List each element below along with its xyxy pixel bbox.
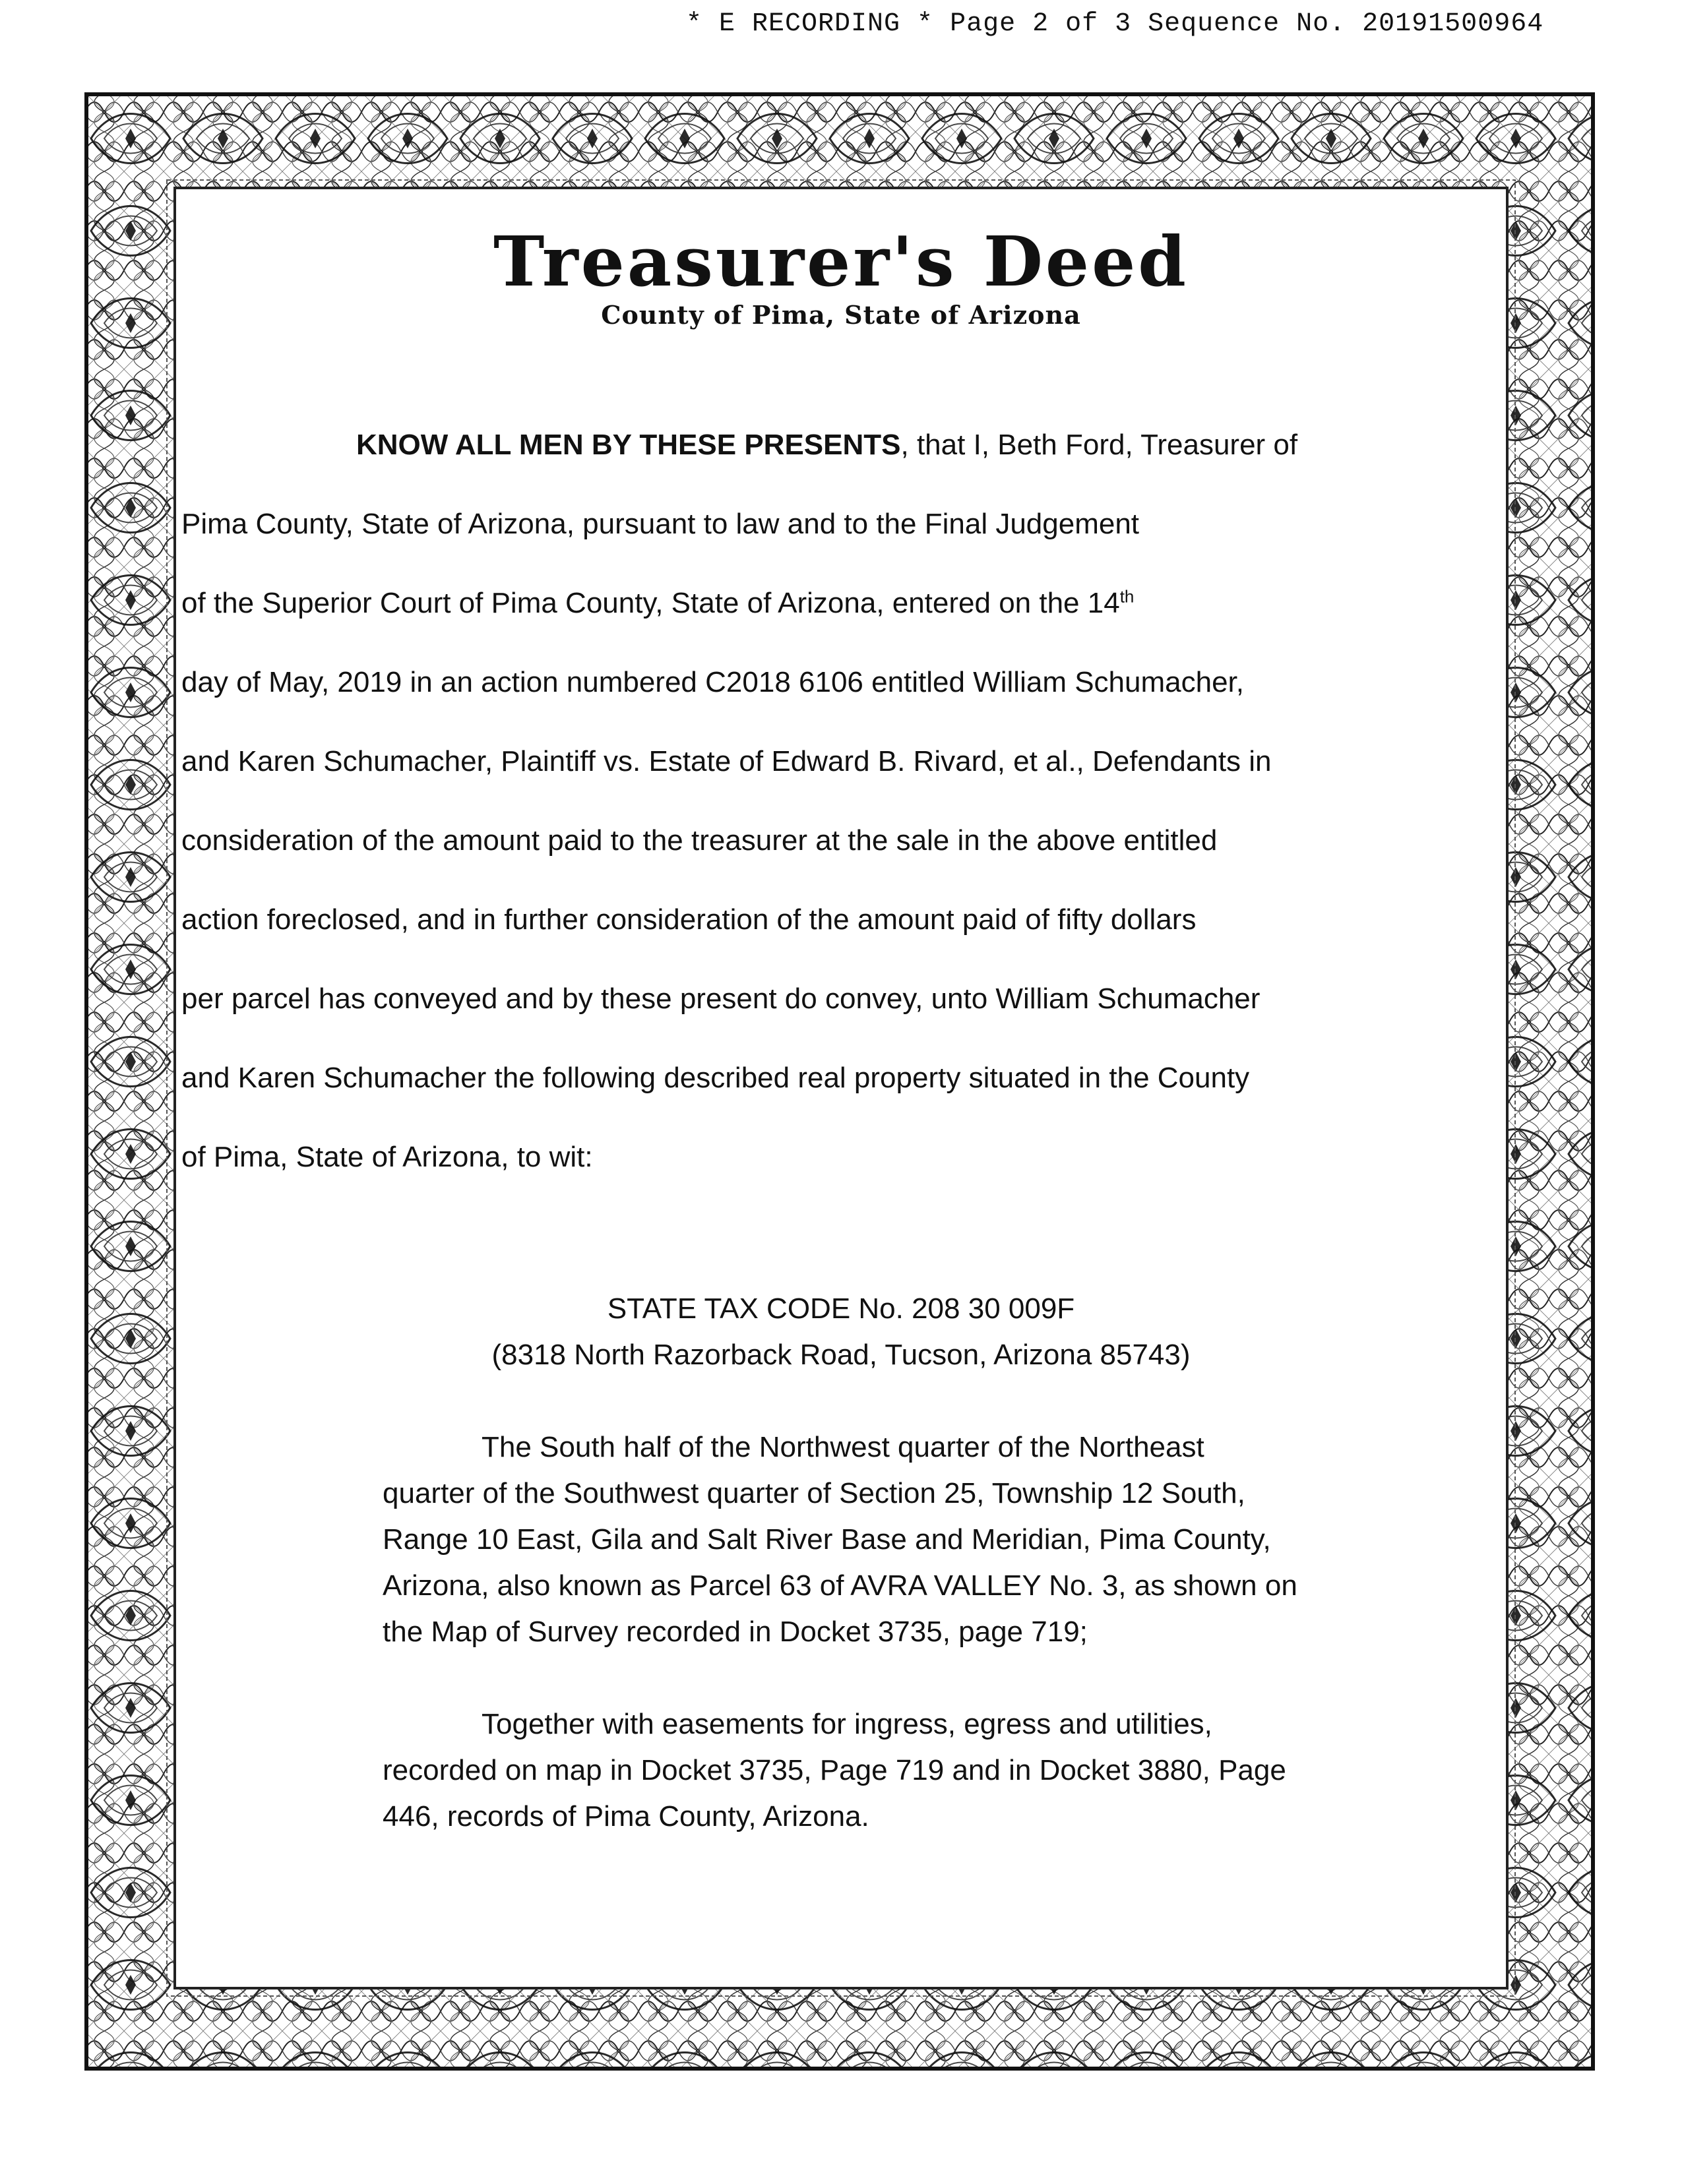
tax-code: STATE TAX CODE No. 208 30 009F bbox=[607, 1292, 1075, 1325]
recital-line: day of May, 2019 in an action numbered C2018 6106 entitled William Schumacher, bbox=[181, 666, 1245, 698]
recital-line bbox=[356, 429, 1297, 462]
recording-header: * E RECORDING * Page 2 of 3 Sequence No. 20191500964 bbox=[686, 9, 1544, 39]
legal-description-line: quarter of the Southwest quarter of Section 25, Township 12 South, bbox=[383, 1477, 1245, 1509]
recital-line bbox=[181, 587, 1134, 620]
easements-line: Together with easements for ingress, egress and utilities, bbox=[482, 1708, 1212, 1740]
deed-title: Treasurer's Deed bbox=[493, 221, 1189, 302]
legal-description-line: The South half of the Northwest quarter of the Northeast bbox=[482, 1431, 1204, 1463]
recital-line-3-text: of the Superior Court of Pima County, State of Arizona, entered on the 14 bbox=[181, 587, 1120, 619]
recital-line: consideration of the amount paid to the treasurer at the sale in the above entitled bbox=[181, 824, 1218, 857]
recital-line: per parcel has conveyed and by these present do convey, unto William Schumacher bbox=[181, 983, 1261, 1015]
legal-description-line: the Map of Survey recorded in Docket 3735, page 719; bbox=[383, 1616, 1088, 1648]
property-address: (8318 North Razorback Road, Tucson, Arizona 85743) bbox=[491, 1339, 1191, 1371]
legal-description-line: Arizona, also known as Parcel 63 of AVRA VALLEY No. 3, as shown on bbox=[383, 1569, 1297, 1602]
ordinal-suffix: th bbox=[1119, 586, 1135, 607]
recital-lead: KNOW ALL MEN BY THESE PRESENTS bbox=[356, 429, 901, 461]
recital-line-1-rest: , that I, Beth Ford, Treasurer of bbox=[900, 429, 1298, 461]
easements-line: recorded on map in Docket 3735, Page 719 and in Docket 3880, Page bbox=[383, 1754, 1286, 1786]
recital-line: Pima County, State of Arizona, pursuant to law and to the Final Judgement bbox=[181, 508, 1140, 540]
recital-line: action foreclosed, and in further consideration of the amount paid of fifty dollars bbox=[181, 903, 1197, 936]
legal-description-line: Range 10 East, Gila and Salt River Base and Meridian, Pima County, bbox=[383, 1523, 1271, 1556]
recital-line: and Karen Schumacher, Plaintiff vs. Estate of Edward B. Rivard, et al., Defendants in bbox=[181, 745, 1272, 777]
recital-line: of Pima, State of Arizona, to wit: bbox=[181, 1141, 593, 1173]
easements-line: 446, records of Pima County, Arizona. bbox=[383, 1800, 869, 1833]
deed-content bbox=[181, 195, 1501, 1982]
deed-subtitle: County of Pima, State of Arizona bbox=[601, 300, 1081, 330]
recital-line: and Karen Schumacher the following described real property situated in the County bbox=[181, 1062, 1250, 1094]
